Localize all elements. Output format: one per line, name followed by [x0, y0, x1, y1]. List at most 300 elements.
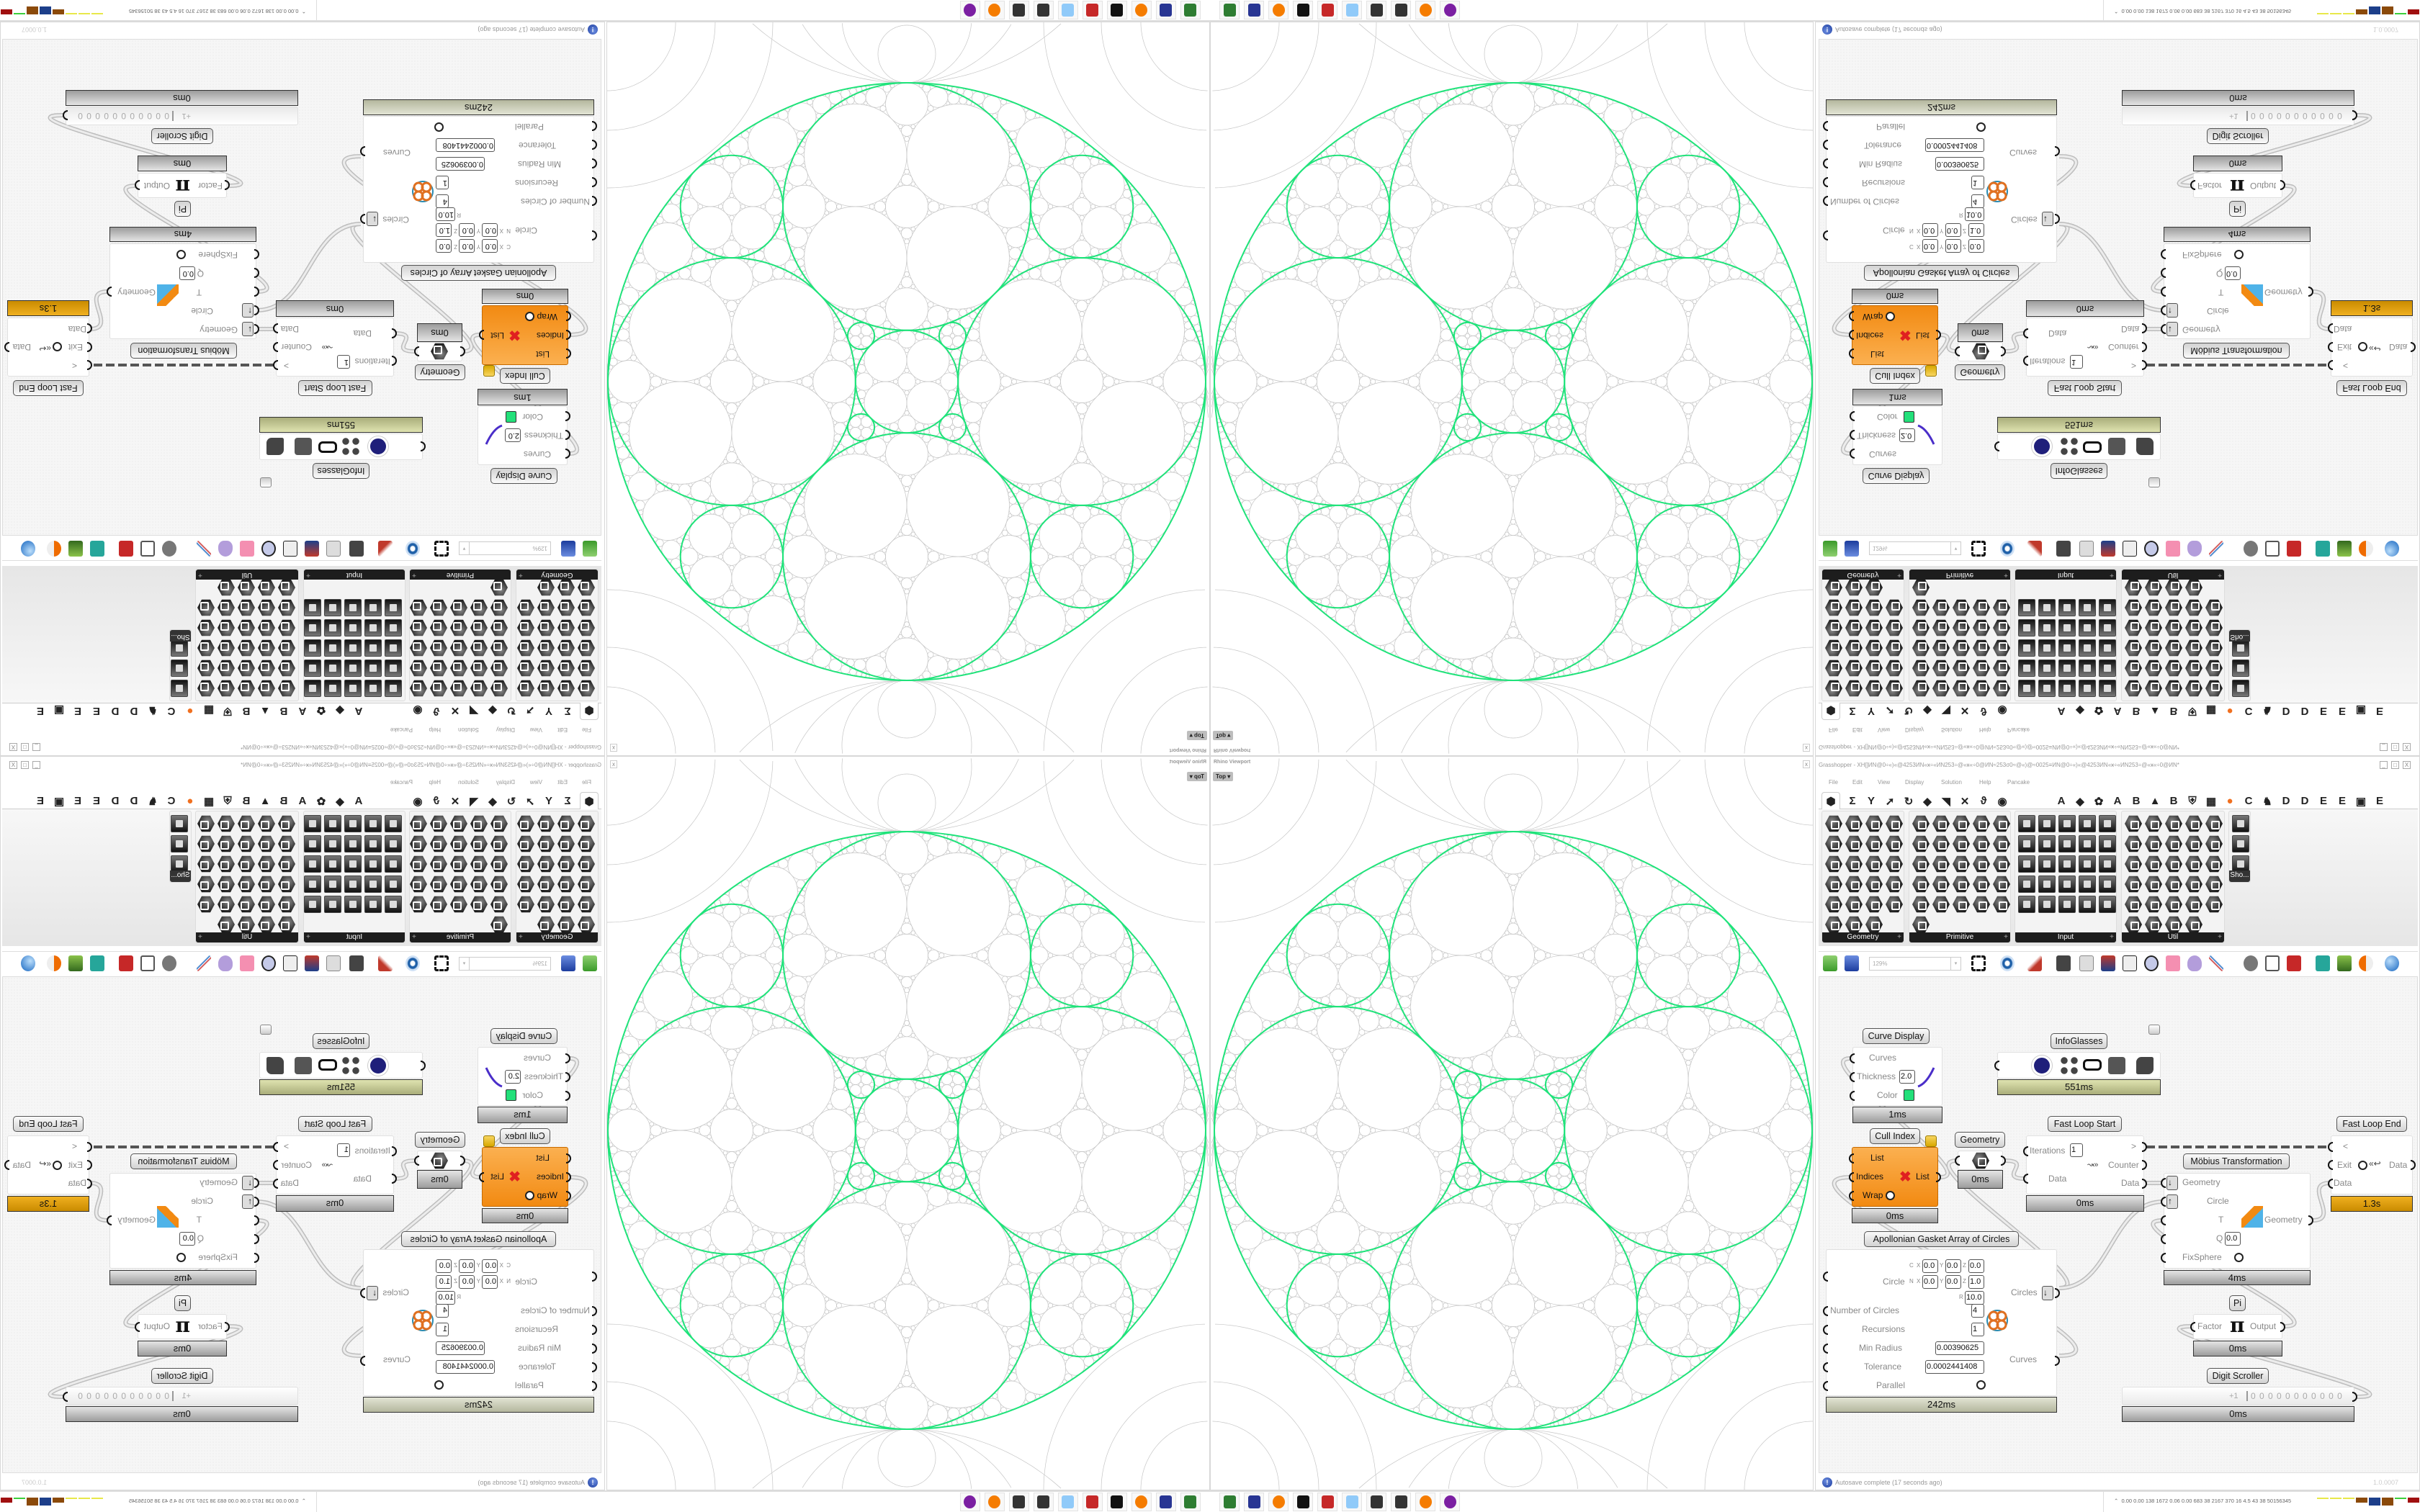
sphere-icon[interactable] [2205, 660, 2223, 677]
tab-27[interactable]: E [2375, 795, 2383, 807]
plane-icon[interactable] [1865, 680, 1883, 697]
ring-icon[interactable] [2125, 896, 2142, 913]
infoglasses-puzzle-icon[interactable] [2136, 1057, 2154, 1074]
red-object-icon[interactable] [2287, 541, 2301, 557]
email-icon[interactable] [2079, 541, 2094, 557]
text-icon[interactable] [1932, 855, 1950, 873]
refresh-icon[interactable] [258, 599, 275, 616]
tab-7[interactable]: ✕ [450, 704, 460, 716]
tab-24[interactable]: E [93, 705, 101, 717]
fast-loop-end-component[interactable] [2331, 318, 2413, 377]
line-icon[interactable] [1825, 680, 1842, 697]
circle-icon[interactable] [578, 619, 595, 636]
circle-icon[interactable] [1825, 876, 1842, 893]
recursions-value[interactable]: 1 [436, 176, 449, 189]
swatch-icon[interactable] [364, 639, 382, 657]
tab-11[interactable]: ◆ [2076, 704, 2084, 716]
output-port[interactable] [273, 323, 278, 333]
tab-26[interactable]: ▣ [2355, 704, 2367, 716]
output-port[interactable] [135, 180, 140, 190]
menu-pancake[interactable]: Pancake [390, 726, 413, 733]
list-icon[interactable] [2038, 896, 2056, 913]
number-icon[interactable] [490, 680, 508, 697]
mesh-icon[interactable] [537, 599, 555, 616]
calendar-icon[interactable] [2079, 876, 2096, 893]
menu-help[interactable]: Help [1979, 726, 1991, 733]
taskbar-app[interactable] [1366, 1, 1386, 19]
input-port[interactable] [2161, 1234, 2166, 1244]
apollonian-label[interactable]: Apollonian Gasket Array of Circles [1864, 1231, 2019, 1247]
glasses-icon[interactable] [2232, 680, 2249, 697]
center-z[interactable]: 0.0 [1968, 239, 1984, 253]
taskbar-app[interactable] [1009, 1, 1029, 19]
gauge-icon[interactable] [2165, 916, 2182, 933]
center-y[interactable]: 0.0 [1945, 239, 1961, 253]
goggles-icon[interactable] [304, 680, 321, 697]
infoglasses-glasses-icon[interactable] [2083, 441, 2102, 453]
tab-12[interactable]: ✿ [316, 704, 326, 716]
info-icon[interactable]: ! [1822, 1477, 1832, 1488]
picture-icon[interactable] [283, 541, 297, 557]
view-dropdown[interactable]: Top ▾ [1213, 772, 1233, 781]
wireframe-icon[interactable] [140, 541, 155, 557]
menu-file[interactable]: File [1829, 726, 1838, 733]
curve-display-label[interactable]: Curve Display [490, 468, 557, 484]
solid-icon[interactable] [557, 599, 575, 616]
brep-icon[interactable] [1886, 896, 1903, 913]
curve-display-component[interactable] [1852, 1047, 1942, 1106]
A-icon[interactable] [1953, 599, 1970, 616]
input-port[interactable] [1850, 411, 1855, 421]
menu-display[interactable]: Display [496, 726, 515, 733]
new-document-icon[interactable] [583, 541, 597, 557]
pi-label[interactable]: Pi [2229, 201, 2246, 217]
matrix-icon[interactable] [1953, 815, 1970, 832]
cube-icon[interactable] [1845, 876, 1863, 893]
palette-panel-label[interactable]: Sho... [2229, 870, 2250, 882]
color-swatch[interactable] [506, 411, 516, 423]
heart-icon[interactable] [450, 619, 467, 636]
input-port[interactable] [1823, 1344, 1828, 1354]
goggles-icon[interactable] [2099, 680, 2116, 697]
normal-y[interactable]: 0.0 [459, 223, 475, 237]
grid-icon[interactable] [557, 579, 575, 596]
gradient-icon[interactable] [385, 639, 402, 657]
panel-icon[interactable] [364, 680, 382, 697]
picture-icon[interactable] [2123, 541, 2137, 557]
decimal-icon[interactable] [2185, 896, 2202, 913]
script-icon[interactable] [1912, 896, 1930, 913]
premiere-icon[interactable] [2165, 599, 2182, 616]
infoglasses-equal-icon[interactable] [2032, 1056, 2052, 1076]
sphere-icon[interactable] [1993, 896, 2010, 913]
point-icon[interactable] [1845, 680, 1863, 697]
xyz-icon[interactable] [2079, 660, 2096, 677]
taskbar-app[interactable] [1219, 1493, 1240, 1511]
half-sphere-icon[interactable] [2359, 541, 2373, 557]
cherry-icon[interactable] [278, 680, 295, 697]
input-port[interactable] [2190, 1322, 2195, 1332]
warning-flag-icon[interactable] [1925, 1135, 1937, 1147]
shaded-icon[interactable] [2244, 541, 2258, 557]
menu-view[interactable]: View [1878, 726, 1891, 733]
number-of-circles-value[interactable]: 4 [1971, 194, 1984, 208]
viewport-close-button[interactable]: x [610, 744, 617, 752]
gradient-icon[interactable] [2018, 639, 2035, 657]
angle-icon[interactable] [1973, 680, 1990, 697]
infoglasses-glasses-icon[interactable] [318, 441, 337, 453]
arrow-icon[interactable] [578, 639, 595, 657]
curve-graph-icon[interactable] [2018, 619, 2035, 636]
import-icon[interactable] [2018, 680, 2035, 697]
fast-loop-end-component[interactable] [2331, 1135, 2413, 1194]
mobius-component[interactable] [2164, 243, 2311, 339]
minimize-button[interactable]: _ [2380, 761, 2388, 769]
taskbar-app[interactable] [1366, 1493, 1386, 1511]
seven-icon[interactable] [218, 639, 235, 657]
brep-icon[interactable] [517, 599, 534, 616]
half-sphere-icon[interactable] [2359, 955, 2373, 971]
file-icon[interactable] [1973, 639, 1990, 657]
taskbar-app[interactable] [1342, 1, 1362, 19]
menu-help[interactable]: Help [429, 726, 441, 733]
infoglasses-grid-icon[interactable] [2059, 1056, 2079, 1076]
refresh-icon[interactable] [2145, 599, 2162, 616]
geometry-param-component[interactable] [1958, 342, 2003, 361]
tab-10[interactable]: A [2057, 795, 2066, 807]
fast-loop-end-component[interactable] [7, 318, 89, 377]
expand-icon[interactable]: + [1897, 933, 1901, 941]
hourglass-icon[interactable] [2145, 876, 2162, 893]
premiere-icon[interactable] [2165, 896, 2182, 913]
green-object-icon[interactable] [68, 541, 83, 557]
parallel-toggle[interactable] [434, 122, 444, 132]
ribbon-icon[interactable] [1825, 896, 1842, 913]
output-port[interactable] [4, 342, 9, 352]
swatch-icon[interactable] [2038, 855, 2056, 873]
palette-panel-label[interactable]: Primitive + [1909, 932, 2010, 942]
cull-index-component[interactable] [482, 305, 568, 365]
tab-14[interactable]: B [2132, 795, 2141, 807]
scissors-icon[interactable] [1912, 855, 1930, 873]
axes-icon[interactable] [278, 639, 295, 657]
output-port[interactable] [414, 346, 419, 356]
comment-balloon-icon[interactable] [2148, 1025, 2160, 1035]
wire[interactable] [2059, 1202, 2163, 1288]
input-port[interactable] [1849, 311, 1854, 321]
menu-edit[interactable]: Edit [1852, 779, 1863, 786]
chevron-down-icon[interactable]: ▾ [460, 542, 470, 554]
geometry-param-label[interactable]: Geometry [415, 364, 465, 380]
record-icon[interactable] [2145, 835, 2162, 852]
toggle-icon[interactable] [2099, 835, 2116, 852]
wires-icon[interactable] [2209, 955, 2223, 971]
shaded-icon[interactable] [162, 541, 176, 557]
digit-scroller-digits[interactable]: 0 0 0 0 0 0 0 0 0 0 0 [77, 111, 174, 121]
iterations-value[interactable]: 1 [2070, 355, 2083, 369]
arrow-right-icon[interactable] [2145, 916, 2162, 933]
xyz-icon[interactable] [324, 660, 341, 677]
save-icon[interactable] [1845, 955, 1859, 971]
tab-5[interactable]: ◆ [1923, 796, 1932, 808]
tab-17[interactable]: ⛨ [2188, 795, 2197, 807]
sphere-icon[interactable] [1993, 599, 2010, 616]
color-icon[interactable] [1993, 835, 2010, 852]
input-port[interactable] [2328, 360, 2333, 370]
heart-icon[interactable] [1953, 876, 1970, 893]
taskbar-app[interactable] [960, 1, 980, 19]
curve-display-label[interactable]: Curve Display [1863, 1028, 1930, 1044]
gumball-icon[interactable] [2038, 660, 2056, 677]
tab-26[interactable]: ▣ [53, 704, 65, 716]
seven-icon[interactable] [410, 639, 427, 657]
cloud-icon[interactable] [1886, 619, 1903, 636]
tab-8[interactable]: ϑ [433, 705, 440, 717]
tab-8[interactable]: ϑ [1980, 795, 1987, 807]
input-port[interactable] [2023, 356, 2028, 366]
tree-icon[interactable] [1932, 876, 1950, 893]
output-port[interactable] [479, 330, 484, 340]
box-icon[interactable] [1845, 660, 1863, 677]
output-port[interactable] [273, 360, 278, 370]
ribbon-icon[interactable] [1825, 599, 1842, 616]
infoglasses-cabinet-icon[interactable] [2108, 1057, 2125, 1074]
taskbar-app[interactable] [1440, 1, 1460, 19]
circle-icon[interactable] [1825, 619, 1842, 636]
tab-24[interactable]: E [2319, 795, 2327, 807]
seven-icon[interactable] [2185, 639, 2202, 657]
iterations-value[interactable]: 1 [337, 355, 350, 369]
palette-panel-label[interactable]: Sho... [2229, 630, 2250, 642]
arrow-right-icon[interactable] [2145, 579, 2162, 596]
preview-eye-icon[interactable] [2000, 955, 2015, 971]
taskbar-app[interactable] [1131, 1, 1152, 19]
tab-16[interactable]: B [242, 705, 251, 717]
output-port[interactable] [107, 287, 112, 297]
taskbar-app[interactable] [1293, 1493, 1313, 1511]
diamond-icon[interactable] [1845, 639, 1863, 657]
new-document-icon[interactable] [1823, 541, 1837, 557]
x-icon[interactable] [2185, 579, 2202, 596]
taskbar-app[interactable] [1293, 1, 1313, 19]
input-port[interactable] [2161, 324, 2166, 334]
tab-6[interactable]: ◥ [470, 704, 478, 716]
goggles-icon[interactable] [2099, 815, 2116, 832]
expand-icon[interactable]: + [2004, 933, 2008, 941]
palette-panel-label[interactable]: Sho... [170, 630, 191, 642]
tab-6[interactable]: ◥ [1942, 796, 1950, 808]
prism-icon[interactable] [2058, 815, 2076, 832]
tab-13[interactable]: A [298, 705, 307, 717]
maximize-button[interactable]: □ [2391, 743, 2399, 751]
scissors-icon[interactable] [490, 639, 508, 657]
wrap-toggle[interactable] [1886, 312, 1895, 321]
input-port[interactable] [1823, 196, 1828, 206]
tab-9[interactable]: ◉ [1997, 704, 2007, 716]
input-port[interactable] [1823, 177, 1828, 187]
expand-icon[interactable]: + [306, 571, 310, 579]
bake-icon[interactable] [349, 541, 364, 557]
clock-icon[interactable] [344, 599, 362, 616]
path-icon[interactable] [1993, 680, 2010, 697]
decimal-icon[interactable] [2185, 599, 2202, 616]
input-port[interactable] [2190, 180, 2195, 190]
path-icon[interactable] [410, 680, 427, 697]
input-port[interactable] [1823, 1325, 1828, 1335]
tolerance-value[interactable]: 0.0002441408 [1925, 1360, 1984, 1374]
tab-26[interactable]: ▣ [2355, 796, 2367, 808]
tab-7[interactable]: ✕ [1960, 704, 1970, 716]
arrow-icon[interactable] [238, 680, 255, 697]
rings-icon[interactable] [578, 579, 595, 596]
image-icon[interactable] [1973, 660, 1990, 677]
digit-scroller-digits[interactable]: 0 0 0 0 0 0 0 0 0 0 0 [2246, 1391, 2343, 1401]
id-tag-icon[interactable] [304, 599, 321, 616]
package-icon[interactable] [2166, 541, 2180, 557]
taskbar-app[interactable] [1317, 1, 1337, 19]
taskbar-app[interactable] [1244, 1, 1264, 19]
A-icon[interactable] [450, 599, 467, 616]
tab-16[interactable]: B [2169, 705, 2178, 717]
pdb-icon[interactable] [2038, 876, 2056, 893]
graph-icon[interactable] [385, 660, 402, 677]
expand-icon[interactable]: + [2110, 571, 2114, 579]
tab-3[interactable]: ➚ [1885, 704, 1895, 716]
arrow-icon[interactable] [1825, 639, 1842, 657]
rings-icon[interactable] [1825, 916, 1842, 933]
clock-icon[interactable] [2058, 599, 2076, 616]
sketch-icon[interactable] [2027, 955, 2042, 971]
input-port[interactable] [2161, 287, 2166, 297]
q-value[interactable]: 0.0 [2225, 266, 2241, 280]
id-icon[interactable] [1973, 896, 1990, 913]
matrix-icon[interactable] [450, 680, 467, 697]
grid-icon[interactable] [1845, 579, 1863, 596]
menu-file[interactable]: File [582, 726, 591, 733]
tab-15[interactable]: ▲ [2149, 795, 2161, 807]
list-icon[interactable] [2038, 599, 2056, 616]
tab-23[interactable]: D [2300, 705, 2309, 717]
id-tag-icon[interactable] [2099, 896, 2116, 913]
fast-loop-end-label[interactable]: Fast Loop End [2336, 380, 2407, 396]
input-port[interactable] [1823, 1381, 1828, 1391]
number-icon[interactable] [1912, 815, 1930, 832]
wire[interactable] [2059, 224, 2163, 310]
exit-toggle[interactable] [2358, 342, 2367, 351]
sphere-icon[interactable] [2385, 541, 2399, 557]
palette-panel-label[interactable]: Util + [2122, 932, 2224, 942]
tree-icon[interactable] [470, 619, 488, 636]
input-port[interactable] [2328, 342, 2333, 352]
presentation-icon[interactable] [2232, 639, 2249, 657]
zoom-extents-icon[interactable] [1971, 955, 1986, 971]
input-port[interactable] [1994, 1061, 1999, 1071]
fast-loop-start-component[interactable] [276, 318, 394, 377]
tab-10[interactable]: A [2057, 705, 2066, 717]
solid-icon[interactable] [1845, 599, 1863, 616]
palette-panel-label[interactable]: Geometry + [516, 570, 598, 580]
input-port[interactable] [2023, 1174, 2028, 1184]
input-port[interactable] [1823, 1306, 1828, 1316]
angle-icon[interactable] [430, 680, 447, 697]
image-icon[interactable] [430, 660, 447, 677]
star-icon[interactable] [470, 680, 488, 697]
cube-icon[interactable] [1845, 619, 1863, 636]
line-icon[interactable] [1825, 815, 1842, 832]
menu-solution[interactable]: Solution [458, 726, 479, 733]
infoglasses-grid-icon[interactable] [341, 436, 361, 456]
button-icon[interactable] [2079, 639, 2096, 657]
egg-icon[interactable] [238, 619, 255, 636]
tab-1[interactable]: Σ [1849, 705, 1856, 717]
search-icon[interactable] [261, 541, 276, 557]
decimal-icon[interactable] [1973, 619, 1990, 636]
chevron-up-icon[interactable]: ⌃ [2114, 8, 2119, 14]
arrow-right-icon[interactable] [258, 579, 275, 596]
apollonian-label[interactable]: Apollonian Gasket Array of Circles [1864, 265, 2019, 281]
import-icon[interactable] [2018, 815, 2035, 832]
rainbow-icon[interactable] [324, 599, 341, 616]
cull-index-label[interactable]: Cull Index [1870, 368, 1920, 384]
rhino-viewport[interactable] [606, 22, 1210, 756]
curve-display-label[interactable]: Curve Display [1863, 468, 1930, 484]
expand-icon[interactable]: + [519, 571, 523, 579]
input-port[interactable] [1849, 348, 1854, 359]
calendar-icon[interactable] [2079, 619, 2096, 636]
digit-scroller-digits[interactable]: 0 0 0 0 0 0 0 0 0 0 0 [2246, 111, 2343, 121]
warning-flag-icon[interactable] [1925, 365, 1937, 377]
text-icon[interactable] [470, 639, 488, 657]
tab-4[interactable]: ↻ [1904, 704, 1914, 716]
tab-9[interactable]: ◉ [413, 704, 423, 716]
field-icon[interactable] [517, 660, 534, 677]
grid-icon[interactable] [1845, 916, 1863, 933]
input-port[interactable] [1850, 1072, 1855, 1082]
teal-object-icon[interactable] [2316, 955, 2330, 971]
id-icon[interactable] [430, 599, 447, 616]
glasses-icon[interactable] [2232, 815, 2249, 832]
egg-icon[interactable] [2165, 619, 2182, 636]
maximize-button[interactable]: □ [2391, 761, 2399, 769]
apollonian-component[interactable] [1826, 116, 2057, 263]
fixsphere-toggle[interactable] [176, 250, 186, 259]
function-icon[interactable] [2205, 619, 2223, 636]
min-radius-value[interactable]: 0.00390625 [436, 157, 485, 171]
expand-icon[interactable]: + [2004, 571, 2008, 579]
doc-icon[interactable] [1932, 896, 1950, 913]
img-icon[interactable] [2058, 855, 2076, 873]
shape-icon[interactable] [490, 660, 508, 677]
tab-19[interactable]: ● [2226, 795, 2233, 807]
sphere-icon[interactable] [21, 541, 35, 557]
email-icon[interactable] [2079, 955, 2094, 971]
swatch-icon[interactable] [2038, 639, 2056, 657]
taskbar-app[interactable] [1156, 1, 1176, 19]
expand-icon[interactable]: + [2218, 571, 2222, 579]
digit-scroller-component[interactable] [2122, 1387, 2354, 1405]
image-icon[interactable] [1973, 835, 1990, 852]
menu-pancake[interactable]: Pancake [2007, 779, 2030, 786]
taskbar-app[interactable] [1391, 1, 1411, 19]
green-object-icon[interactable] [2337, 541, 2352, 557]
lightbulb-icon[interactable] [2187, 955, 2202, 971]
infoglasses-label[interactable]: InfoGlasses [2051, 463, 2107, 479]
min-radius-value[interactable]: 0.00390625 [1935, 1341, 1984, 1355]
slider-icon[interactable] [344, 619, 362, 636]
infoglasses-cabinet-icon[interactable] [2108, 438, 2125, 455]
record-icon[interactable] [258, 660, 275, 677]
input-port[interactable] [2161, 1215, 2166, 1225]
